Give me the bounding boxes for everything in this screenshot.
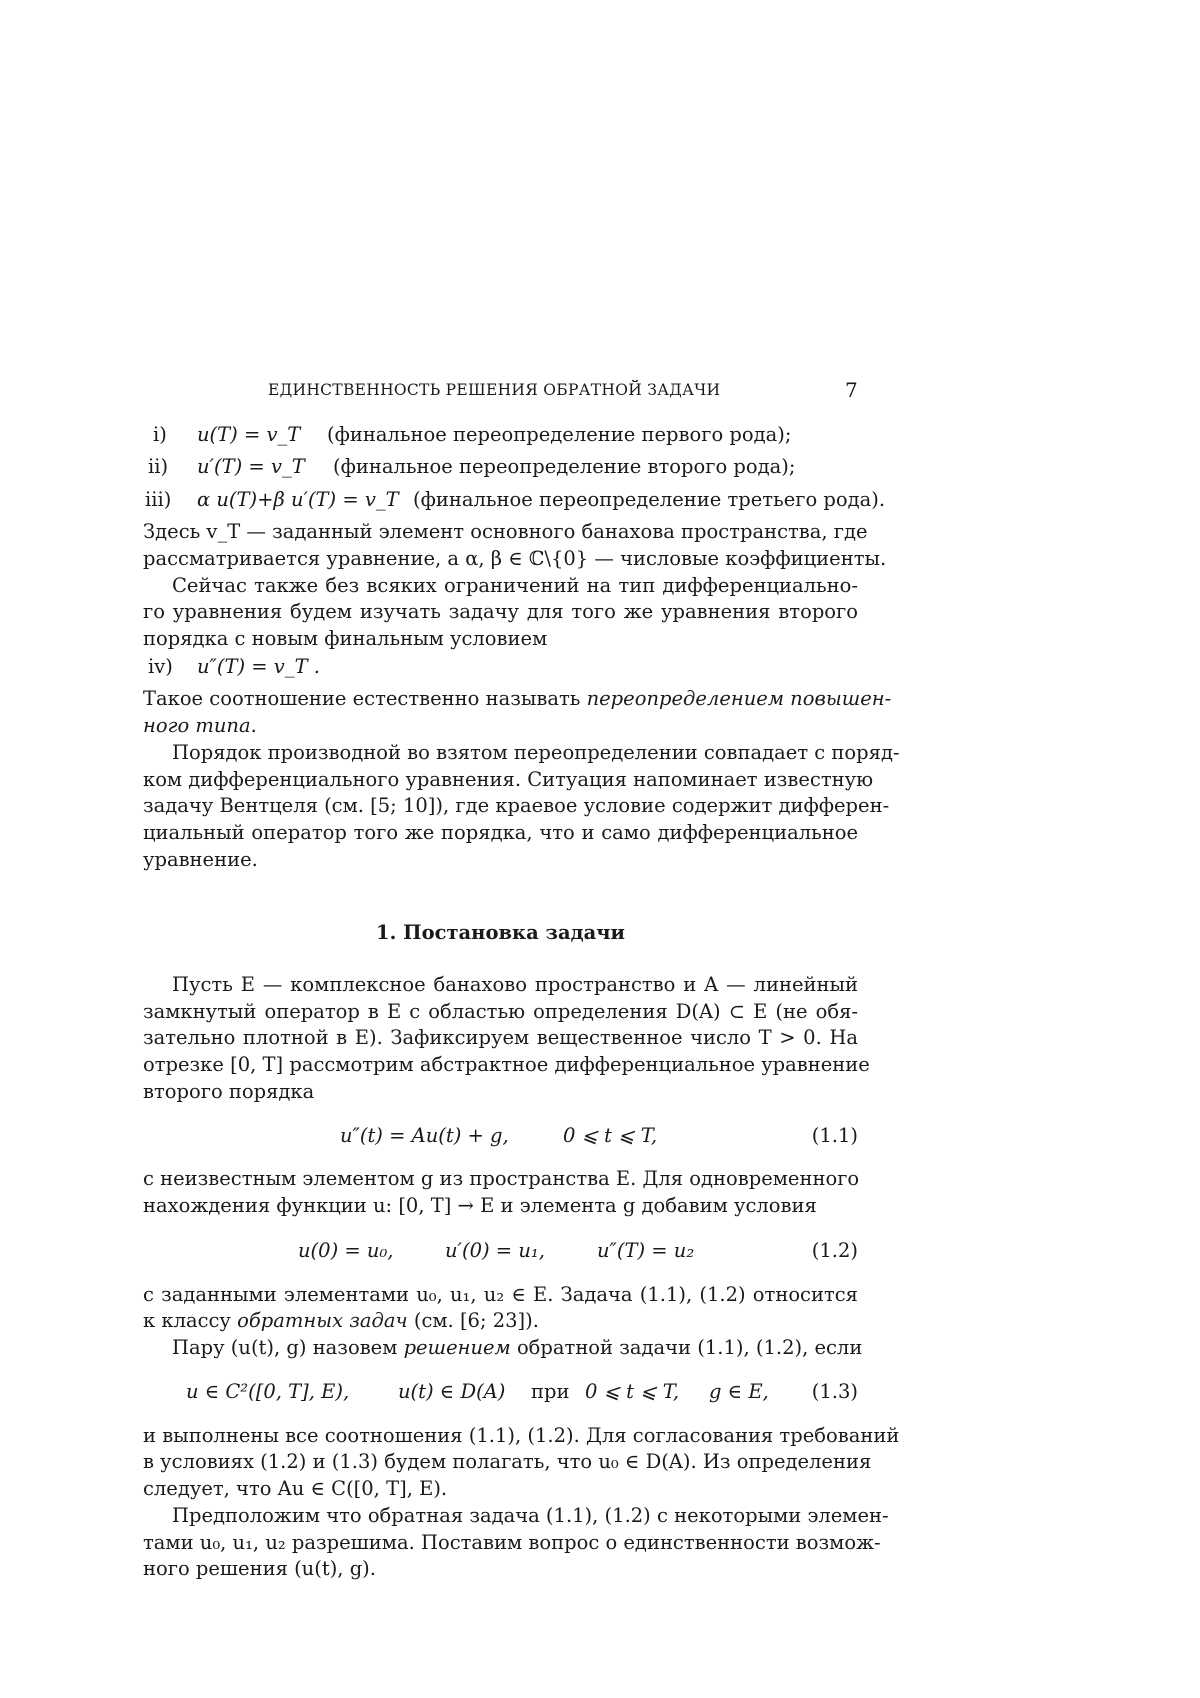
equation-number: (1.2): [811, 1239, 858, 1262]
condition-i: i) u(T) = v_T (финальное переопределение первого рода);: [153, 423, 792, 446]
text-line: го уравнения будем изучать задачу для того же уравнения второго: [143, 600, 858, 623]
section-title: 1. Постановка задачи: [376, 921, 625, 944]
text-line: следует, что Au ∈ C([0, T], E).: [143, 1477, 448, 1500]
equation-1-1-range: 0 ⩽ t ⩽ T,: [563, 1124, 658, 1147]
text-line: ного решения (u(t), g).: [143, 1557, 376, 1580]
text-line: Сейчас также без всяких ограничений на тип дифференциально-: [172, 574, 858, 597]
text-line: с заданными элементами u₀, u₁, u₂ ∈ E. Задача (1.1), (1.2) относится: [143, 1283, 858, 1306]
equation-1-2c: u″(T) = u₂: [597, 1239, 695, 1262]
text-line: зательно плотной в E). Зафиксируем вещественное число T > 0. На: [143, 1026, 858, 1049]
equation-1-3e: g ∈ E,: [709, 1380, 769, 1403]
text-line: замкнутый оператор в E с областью определения D(A) ⊂ E (не обя-: [143, 1000, 858, 1023]
equation-1-2b: u′(0) = u₁,: [445, 1239, 545, 1262]
equation-1-3b: u(t) ∈ D(A): [398, 1380, 506, 1403]
text-line: Пару (u(t), g) назовем решением обратной задачи (1.1), (1.2), если: [172, 1336, 863, 1359]
running-header: [143, 375, 858, 405]
text-line: Здесь v_T — заданный элемент основного банахова пространства, где: [143, 520, 868, 543]
text-line: и выполнены все соотношения (1.1), (1.2). Для согласования требований: [143, 1424, 900, 1447]
text-line: нахождения функции u: [0, T] → E и элемента g добавим условия: [143, 1194, 817, 1217]
text-line: ного типа.: [143, 714, 257, 737]
condition-ii: ii) u′(T) = v_T (финальное переопределение второго рода);: [148, 455, 796, 478]
text-line: Такое соотношение естественно называть переопределением повышен-: [143, 687, 892, 710]
text-line: уравнение.: [143, 848, 258, 871]
text-line: в условиях (1.2) и (1.3) будем полагать, что u₀ ∈ D(A). Из определения: [143, 1450, 872, 1473]
condition-iv: iv) u″(T) = v_T .: [148, 655, 320, 678]
text-line: ком дифференциального уравнения. Ситуация напоминает известную: [143, 768, 874, 791]
equation-1-3c: при: [531, 1380, 570, 1403]
equation-1-3a: u ∈ C²([0, T], E),: [186, 1380, 350, 1403]
equation-number: (1.3): [811, 1380, 858, 1403]
equation-1-2a: u(0) = u₀,: [298, 1239, 394, 1262]
text-line: к классу обратных задач (см. [6; 23]).: [143, 1309, 539, 1332]
text-line: задачу Вентцеля (см. [5; 10]), где краевое условие содержит дифферен-: [143, 794, 890, 817]
text-line: Порядок производной во взятом переопределении совпадает с поряд-: [172, 741, 900, 764]
equation-number: (1.1): [811, 1124, 858, 1147]
text-line: Предположим что обратная задача (1.1), (1.2) с некоторыми элемен-: [172, 1504, 889, 1527]
condition-iii: iii) α u(T)+β u′(T) = v_T (финальное переопределение третьего рода).: [145, 488, 886, 511]
text-line: тами u₀, u₁, u₂ разрешима. Поставим вопрос о единственности возмож-: [143, 1531, 881, 1554]
text-line: с неизвестным элементом g из пространства E. Для одновременного: [143, 1167, 860, 1190]
text-line: циальный оператор того же порядка, что и само дифференциальное: [143, 821, 858, 844]
text-line: рассматривается уравнение, а α, β ∈ ℂ\{0} — числовые коэффициенты.: [143, 547, 887, 570]
text-line: отрезке [0, T] рассмотрим абстрактное дифференциальное уравнение: [143, 1053, 870, 1076]
text-line: второго порядка: [143, 1080, 315, 1103]
running-title: ЕДИНСТВЕННОСТЬ РЕШЕНИЯ ОБРАТНОЙ ЗАДАЧИ: [268, 381, 721, 399]
text-line: Пусть E — комплексное банахово пространство и A — линейный: [172, 973, 858, 996]
equation-1-1: u″(t) = Au(t) + g,: [340, 1124, 509, 1147]
text-line: порядка с новым финальным условием: [143, 627, 548, 650]
equation-1-3d: 0 ⩽ t ⩽ T,: [585, 1380, 680, 1403]
page-number: 7: [844, 378, 858, 402]
